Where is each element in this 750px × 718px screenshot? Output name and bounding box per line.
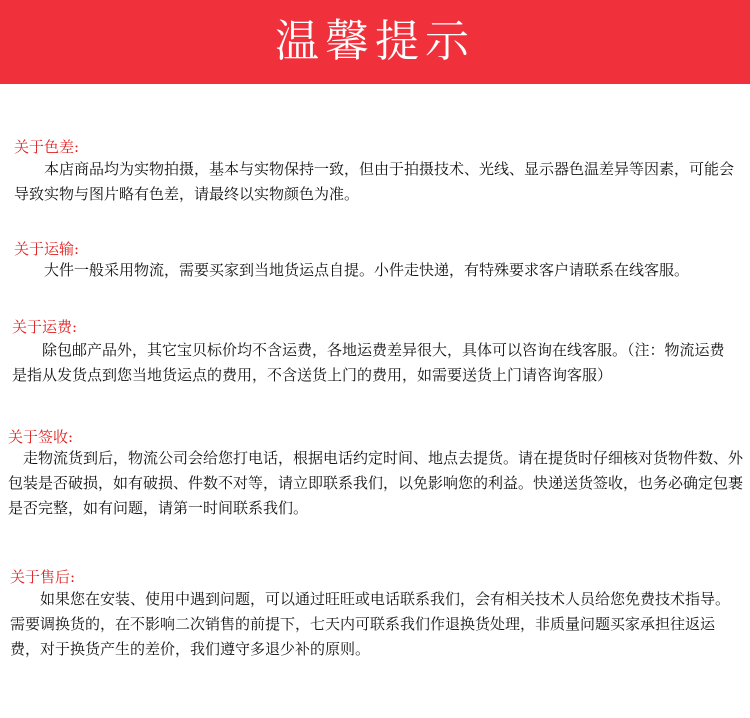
section-heading: 关于售后:	[10, 568, 76, 586]
section-body: 如果您在安装、使用中遇到问题，可以通过旺旺或电话联系我们，会有相关技术人员给您免费技术指导。需要调换货的，在不影响二次销售的前提下，七天内可联系我们作退换货处理，非质量问题买家承担往返运费，对于换货产生的差价，我们遵守多退少补的原则。	[10, 590, 731, 658]
section-heading: 关于签收:	[8, 428, 74, 446]
section-body: 走物流货到后，物流公司会给您打电话，根据电话约定时间、地点去提货。请在提货时仔细核对货物件数、外包装是否破损，如有破损、件数不对等，请立即联系我们，以免影响您的利益。快递送货签收，也务必确定包裹是否完整，如有问题，请第一时间联系我们。	[8, 449, 744, 517]
section-heading: 关于运费:	[12, 318, 78, 336]
section-body: 大件一般采用物流，需要买家到当地货运点自提。小件走快递，有特殊要求客户请联系在线客服。	[14, 261, 690, 279]
header-banner	[0, 0, 750, 84]
section-heading: 关于运输:	[14, 240, 80, 258]
section-body: 除包邮产品外，其它宝贝标价均不含运费，各地运费差异很大，具体可以咨询在线客服。（注：物流运费是指从发货点到您当地货运点的费用，不含送货上门的费用，如需要送货上门请咨询客服）	[12, 341, 725, 384]
section-heading: 关于色差:	[14, 138, 80, 156]
section-body: 本店商品均为实物拍摄，基本与实物保持一致，但由于拍摄技术、光线、显示器色温差异等因素，可能会导致实物与图片略有色差，请最终以实物颜色为准。	[14, 160, 735, 203]
banner-title: 温馨提示	[275, 16, 475, 67]
